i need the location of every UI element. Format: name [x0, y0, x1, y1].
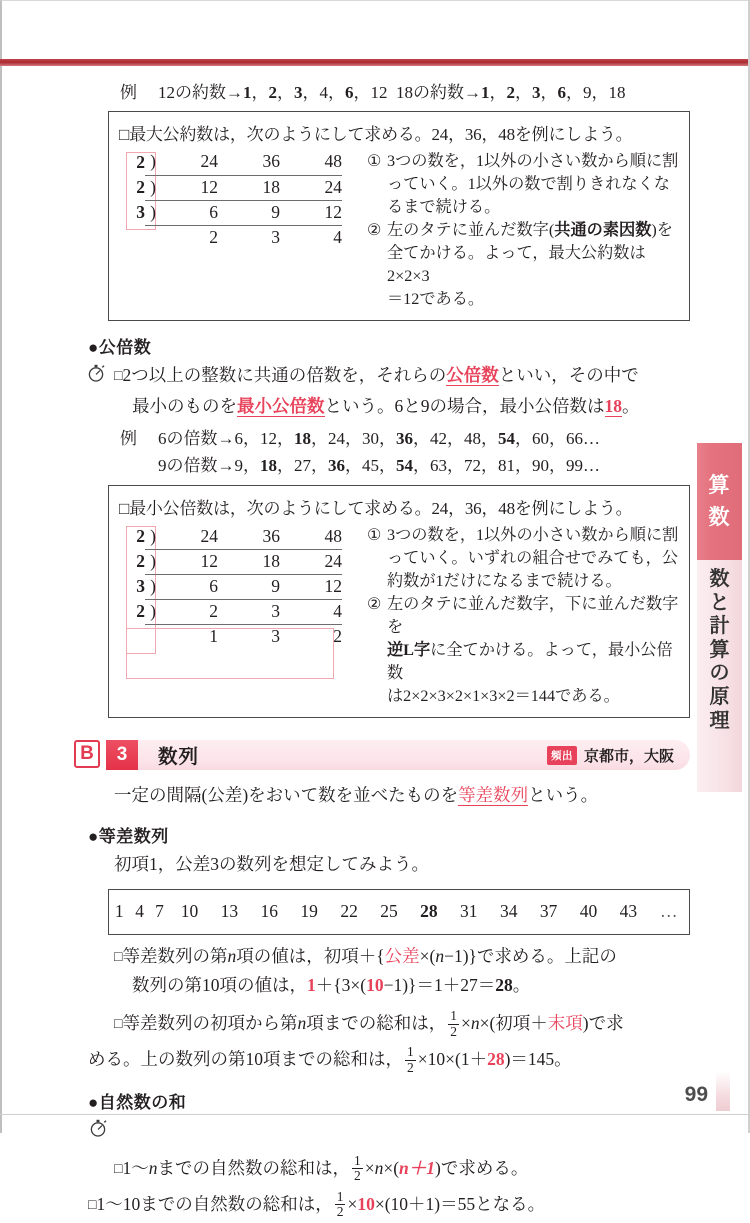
table-row [119, 200, 342, 225]
nth-term-n: 10 [366, 974, 384, 995]
table-row [109, 889, 690, 934]
natural-sum-n-value: 10 [357, 1193, 375, 1214]
term-n-plus-1: n＋1 [399, 1157, 436, 1178]
sequence-cell-13: 40 [579, 900, 598, 921]
page-content [0, 66, 697, 1223]
example-multiples-6-text: 6の倍数→6，12，18，24，30，36，42，48，54，60，66… [158, 429, 600, 449]
nth-term-line-2: 数列の第10項の値は，1＋{3×(10−1)}＝1＋27＝28。 [132, 974, 531, 995]
side-tab-subject[interactable] [697, 443, 742, 560]
fraction-numerator: 1 [336, 1188, 344, 1204]
lcm-note-0-text: 3つの数を，1以外の小さい数から順に割っていく。いずれの組合せでみても，公約数が1だけになるまで続ける。 [387, 526, 679, 591]
arithmetic-sequence-intro [88, 849, 697, 880]
lcm-note-0-marker: ① [367, 526, 382, 545]
fraction-one-half-d [335, 1190, 346, 1220]
fraction-denominator: 2 [407, 1059, 414, 1075]
section-title: 数列 [158, 746, 200, 769]
fraction-one-half-a [448, 1009, 459, 1039]
gcd-divisor-1: 2 [136, 176, 145, 197]
sequence-cell-9: 28 [420, 900, 438, 921]
side-index-tabs [697, 443, 742, 792]
table-row [119, 624, 342, 649]
gcd-paren-1: ) [145, 175, 156, 200]
fraction-denominator: 2 [450, 1023, 457, 1039]
sum-line-2: める。上の数列の第10項までの総和は， $\frac{1}{2}$ ×10×(1＋28)＝145。 [88, 1044, 572, 1075]
lcm-cell-1-2: 24 [280, 549, 342, 574]
lcm-cell-1-1: 18 [218, 549, 280, 574]
gcd-notes [363, 150, 679, 311]
sequence-cell-ellipsis: … [659, 900, 678, 921]
lcm-box-heading: □最小公倍数は，次のようにして求める。24，36，48を例にしよう。 [119, 499, 633, 519]
lcm-ladder-wrap [119, 524, 363, 708]
table-row [119, 549, 342, 574]
fraction-denominator: 2 [353, 1168, 361, 1184]
lcm-note-1-text: 左のタテに並んだ数字，下に並んだ数字を 逆L字に全てかける。よって，最小公倍数 は2×2×3×2×1×3×2＝144である。 [387, 595, 679, 706]
example-divisors-row [0, 78, 697, 103]
lcm-paren-3: ) [145, 599, 156, 624]
gcd-ladder-wrap [119, 150, 363, 311]
lcm-cell-2-0: 6 [156, 574, 218, 599]
side-tab-chapter-char-3: 算 [709, 638, 730, 661]
side-tab-chapter-char-0: 数 [709, 568, 730, 590]
lcm-note-0 [367, 524, 679, 593]
frequent-tag: 頻出 [547, 746, 577, 765]
section-header [0, 740, 697, 774]
stopwatch-icon [88, 1122, 108, 1142]
gcd-cell-2-2: 12 [280, 200, 342, 225]
lcm-paren-2: ) [145, 574, 156, 599]
side-tab-chapter-char-4: の [709, 662, 730, 685]
lcm-note-1-marker: ② [367, 595, 382, 614]
side-tab-chapter-char-6: 理 [709, 709, 730, 732]
table-row [119, 524, 342, 549]
subheading-arithmetic-sequence: ●等差数列 [88, 826, 169, 846]
sequence-cell-3: 10 [180, 900, 199, 921]
section-intro-text: 一定の間隔(公差)をおいて数を並べたものを等差数列という。 [114, 785, 599, 806]
lcm-cell-3-0: 2 [156, 599, 218, 624]
side-tab-chapter-char-5: 原 [709, 685, 730, 708]
sequence-cell-0: 1 [114, 900, 124, 921]
term-lcm: 最小公倍数 [237, 395, 325, 416]
nth-term-line-1: □等差数列の第n項の値は，初項＋{公差×(n−1)}で求める。上記の [114, 945, 617, 966]
gcd-divisor-0: 2 [136, 151, 145, 172]
lcm-divisor-0: 2 [136, 525, 145, 546]
term-common-multiple: 公倍数 [446, 365, 499, 385]
section-group-badge: B [74, 740, 100, 768]
stopwatch-icon [86, 362, 106, 393]
gcd-method-box [108, 111, 690, 321]
fraction-numerator: 1 [450, 1008, 457, 1024]
side-tab-subject-char-0: 算 [708, 474, 731, 497]
common-multiple-definition [88, 360, 697, 421]
nth-term-rule [88, 942, 697, 1001]
section-tags [547, 745, 674, 766]
gcd-paren-2: ) [145, 200, 156, 225]
exam-places: 京都市，大阪 [583, 747, 674, 765]
page-number: 99 [684, 1083, 708, 1106]
lcm-paren-1: ) [145, 549, 156, 574]
table-row [119, 574, 342, 599]
lcm-method-box [108, 485, 690, 718]
example-divisors-text: 12の約数→1，2，3，4，6，12 18の約数→1，2，3，6，9，18 [158, 83, 626, 102]
nth-term-a1: 1 [307, 974, 316, 995]
fraction-one-half-c [352, 1154, 363, 1184]
gcd-spacer-paren [145, 225, 156, 250]
gcd-cell-1-2: 24 [280, 175, 342, 200]
section-intro [88, 780, 697, 811]
table-row [119, 175, 342, 200]
lcm-divisor-3: 2 [136, 600, 145, 621]
natural-sum-rules [88, 1115, 697, 1223]
sequence-cell-5: 16 [260, 900, 279, 921]
lcm-notes [363, 524, 679, 708]
fraction-denominator: 2 [336, 1204, 344, 1220]
sum-line-1: □等差数列の初項から第n項までの総和は， $\frac{1}{2}$ ×n×(初項＋末項)で求 [114, 1008, 624, 1039]
term-common-difference: 公差 [384, 945, 420, 966]
term-last-term: 末項 [547, 1013, 583, 1034]
gcd-note-0 [367, 150, 679, 219]
gcd-note-1-text: 左のタテに並んだ数字(共通の素因数)を全てかける。よって，最大公約数は2×2×3 ＝12である。 [387, 221, 673, 308]
gcd-cell-2-0: 6 [156, 200, 218, 225]
table-row [119, 150, 342, 175]
sequence-cell-1: 4 [135, 900, 144, 921]
gcd-spacer [119, 225, 145, 250]
fraction-numerator: 1 [407, 1044, 414, 1060]
side-tab-subject-char-1: 数 [708, 505, 731, 529]
page-number-tab-mark [716, 1071, 730, 1111]
lcm-cell-1-0: 12 [156, 549, 218, 574]
side-tab-chapter[interactable] [697, 560, 742, 792]
sequence-cell-8: 25 [380, 900, 398, 921]
term-arithmetic-sequence: 等差数列 [458, 785, 529, 806]
lcm-paren-0: ) [145, 524, 156, 549]
lcm-spacer-paren [145, 624, 156, 649]
sequence-cell-12: 37 [539, 900, 558, 921]
gcd-note-0-marker: ① [367, 152, 382, 170]
section-band [106, 740, 690, 770]
gcd-quotient-2: 4 [333, 226, 342, 247]
example-multiples-6 [0, 424, 697, 449]
gcd-note-0-text: 3つの数を，1以外の小さい数から順に割っていく。1以外の数で割りきれなくなるまで続ける。 [387, 152, 679, 216]
gcd-cell-2-1: 9 [218, 200, 280, 225]
gcd-cell-1-0: 12 [156, 175, 218, 200]
lcm-cell-0-1: 36 [218, 524, 280, 549]
gcd-box-heading: □最大公約数は，次のようにして求める。24，36，48を例にしよう。 [119, 125, 633, 144]
table-row [119, 225, 342, 250]
lcm-cell-2-1: 9 [218, 574, 280, 599]
arithmetic-sequence-intro-text: 初項1，公差3の数列を想定してみよう。 [114, 853, 429, 874]
natural-sum-line-2: □1〜10までの自然数の総和は， $\frac{1}{2}$ ×10×(10＋1)＝55となる。 [88, 1188, 546, 1220]
sequence-cell-11: 34 [499, 900, 518, 921]
gcd-cell-1-1: 18 [218, 175, 280, 200]
lcm-cell-3-2: 4 [280, 599, 342, 624]
fraction-one-half-b [405, 1045, 416, 1075]
lcm-divisor-2: 3 [136, 575, 145, 596]
lcm-quotient-0: 1 [209, 626, 218, 646]
sequence-cell-2: 7 [155, 900, 164, 921]
fraction-numerator: 1 [353, 1152, 361, 1168]
example-label: 例 [120, 83, 137, 102]
gcd-cell-0-0: 24 [156, 150, 218, 175]
lcm-quotient-1: 3 [271, 626, 280, 646]
gcd-cell-0-1: 36 [218, 150, 280, 175]
table-row [119, 599, 342, 624]
sequence-cell-14: 43 [619, 900, 638, 921]
gcd-note-1 [367, 219, 679, 311]
sequence-cell-7: 22 [340, 900, 358, 921]
example-label-multiples: 例 [120, 429, 137, 449]
sequence-table [108, 889, 690, 935]
nth-term-result: 28 [495, 974, 513, 995]
lcm-cell-2-2: 12 [280, 574, 342, 599]
lcm-ladder-table [119, 524, 342, 649]
gcd-ladder-table [119, 150, 342, 250]
gcd-divisor-2: 3 [136, 201, 145, 222]
section-number-badge: 3 [106, 740, 138, 770]
gcd-quotient-0: 2 [209, 226, 218, 247]
lcm-quotient-2: 2 [333, 626, 342, 646]
sequence-cell-6: 19 [300, 900, 318, 921]
subheading-common-multiple: ●公倍数 [88, 338, 152, 357]
sum-rule [88, 1006, 697, 1078]
sequence-cell-10: 31 [460, 900, 478, 921]
sum-last-term-value: 28 [487, 1049, 505, 1070]
gcd-quotient-1: 3 [271, 226, 280, 247]
example-multiples-9-text: 9の倍数→9，18，27，36，45，54，63，72，81，90，99… [158, 456, 600, 476]
lcm-note-1 [367, 593, 679, 708]
top-rule-divider [0, 59, 750, 66]
lcm-spacer [119, 624, 145, 649]
value-lcm-6-9: 18 [604, 395, 622, 416]
gcd-paren-0: ) [145, 150, 156, 175]
lcm-cell-0-2: 48 [280, 524, 342, 549]
lcm-cell-3-1: 3 [218, 599, 280, 624]
side-tab-chapter-char-2: 計 [709, 615, 730, 638]
side-tab-chapter-char-1: と [709, 591, 730, 614]
gcd-note-1-marker: ② [367, 221, 382, 239]
subheading-natural-sum: ●自然数の和 [88, 1093, 187, 1113]
lcm-cell-0-0: 24 [156, 524, 218, 549]
example-multiples-9 [0, 451, 697, 476]
gcd-cell-0-2: 48 [280, 150, 342, 175]
common-multiple-line-2: 最小のものを最小公倍数という。6と9の場合，最小公倍数は18。 [132, 395, 640, 416]
natural-sum-line-1: □1〜nまでの自然数の総和は， $\frac{1}{2}$ ×n×(n＋1)で求める。 [114, 1152, 529, 1184]
sequence-cell-4: 13 [220, 900, 239, 921]
lcm-divisor-1: 2 [136, 550, 145, 571]
common-multiple-line-1: □2つ以上の整数に共通の倍数を，それらの公倍数といい，その中で [114, 365, 639, 385]
